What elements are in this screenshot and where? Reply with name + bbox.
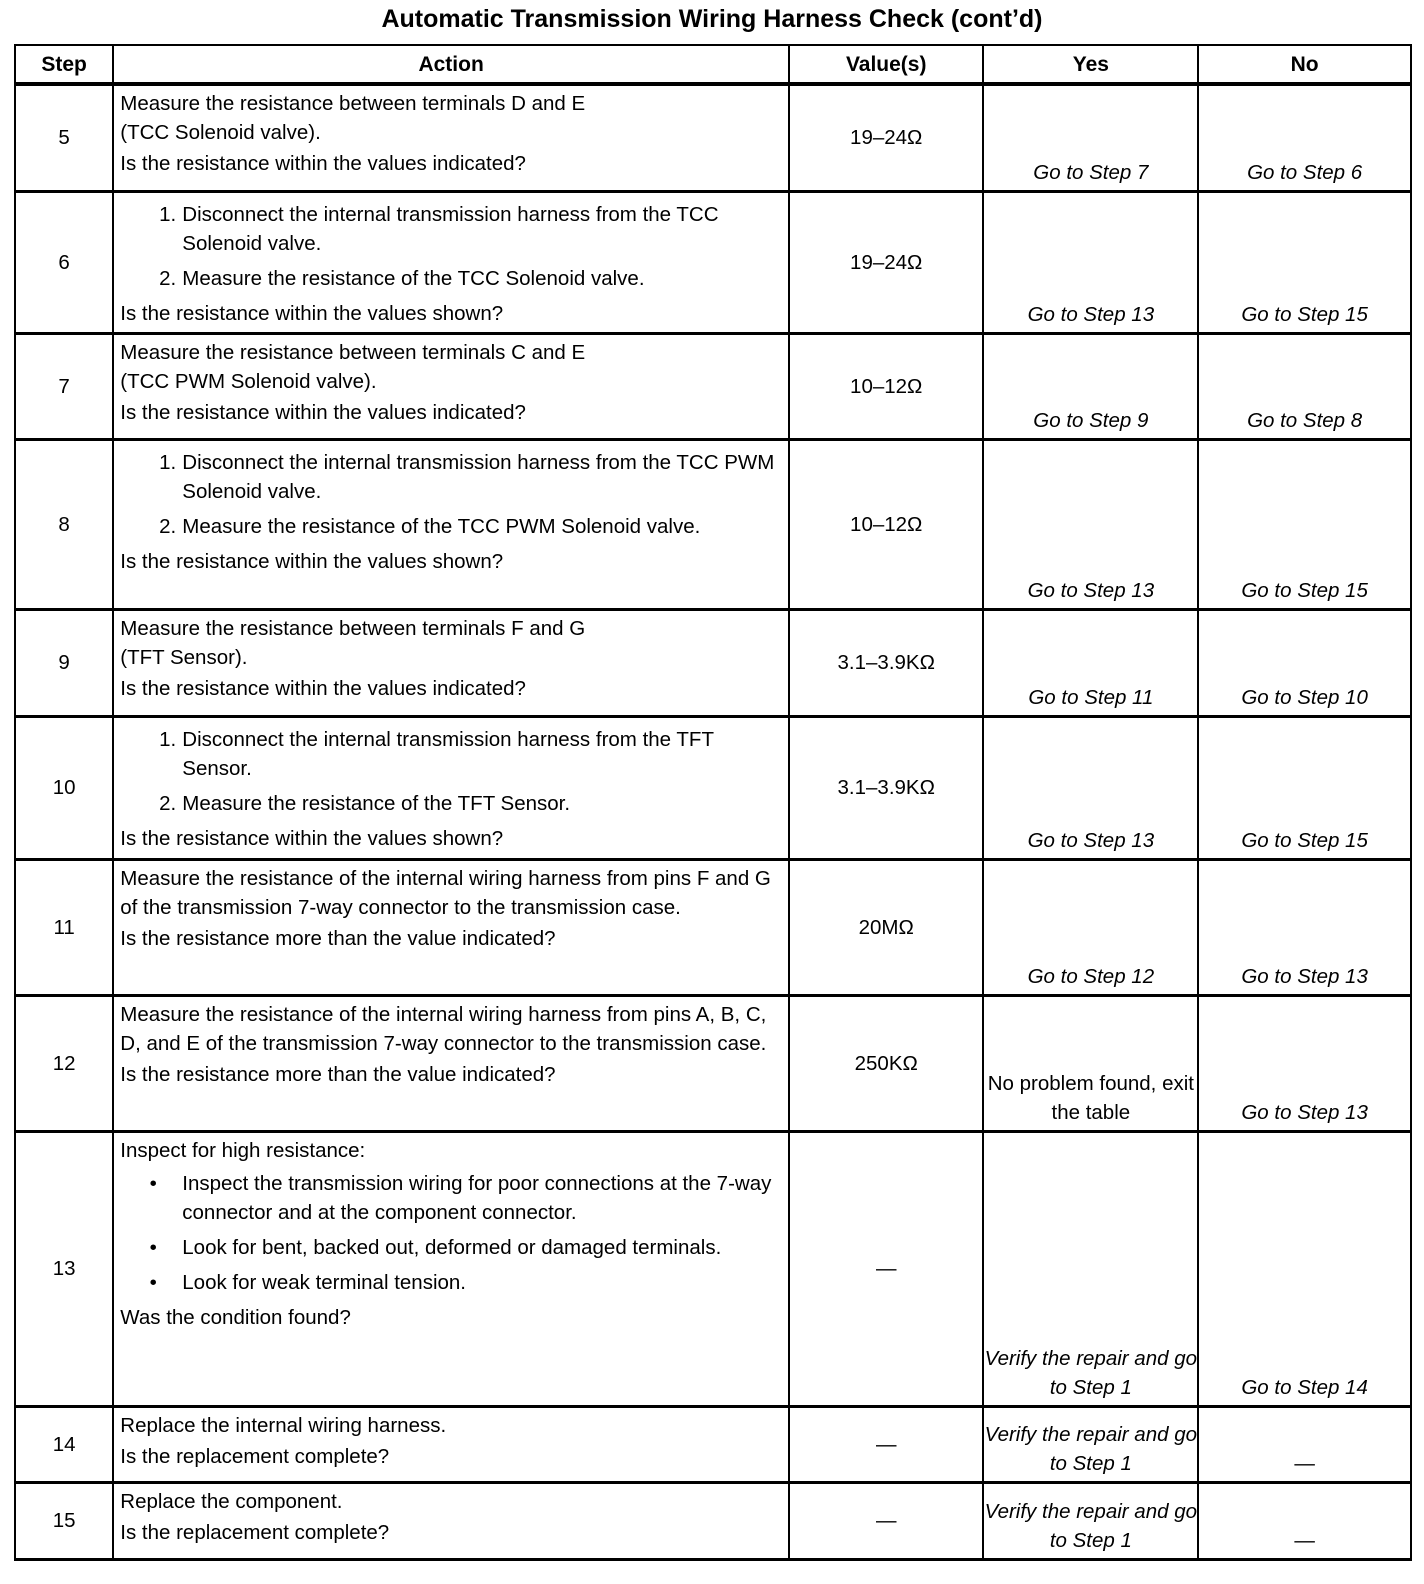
yes-cell: Go to Step 13 <box>983 439 1198 609</box>
no-cell: Go to Step 15 <box>1198 439 1411 609</box>
numbered-list <box>120 725 782 818</box>
header-step: Step <box>15 45 113 84</box>
action-text: (TCC Solenoid valve). <box>120 121 321 144</box>
table-row <box>15 1406 1411 1482</box>
step-cell: 14 <box>15 1406 113 1482</box>
question-text: Was the condition found? <box>120 1305 351 1329</box>
yes-cell: Verify the repair and go to Step 1 <box>983 1131 1198 1406</box>
yes-cell: No problem found, exit the table <box>983 995 1198 1131</box>
list-item-text: Look for bent, backed out, deformed or damaged terminals. <box>182 1235 722 1259</box>
value-cell: 250KΩ <box>789 995 984 1131</box>
yes-cell: Verify the repair and go to Step 1 <box>983 1482 1198 1559</box>
step-cell: 11 <box>15 859 113 995</box>
header-yes: Yes <box>983 45 1198 84</box>
list-item <box>120 1268 782 1297</box>
step-cell: 9 <box>15 609 113 716</box>
value-cell: 10–12Ω <box>789 333 984 439</box>
list-item-text: Measure the resistance of the TFT Sensor. <box>182 791 571 815</box>
header-no: No <box>1198 45 1411 84</box>
page-title: Automatic Transmission Wiring Harness Check (cont’d) <box>381 5 1043 33</box>
action-text: Inspect for high resistance: <box>120 1138 366 1162</box>
table-body <box>15 84 1411 1559</box>
number-marker: 1. <box>159 202 177 226</box>
action-text: (TFT Sensor). <box>120 645 248 669</box>
number-marker: 2. <box>159 791 177 815</box>
number-marker: 2. <box>159 514 177 538</box>
numbered-list <box>120 200 782 293</box>
value-cell: 19–24Ω <box>789 84 984 191</box>
question-text: Is the resistance within the values shown? <box>120 549 504 573</box>
table-row <box>15 191 1411 333</box>
number-marker: 1. <box>159 727 177 751</box>
action-cell <box>113 609 789 716</box>
value-cell: — <box>789 1482 984 1559</box>
action-cell <box>113 716 789 859</box>
list-item <box>120 448 782 506</box>
table-row <box>15 716 1411 859</box>
table-row <box>15 859 1411 995</box>
action-text: Replace the internal wiring harness. <box>120 1413 447 1437</box>
no-cell: Go to Step 15 <box>1198 191 1411 333</box>
question-text: Is the resistance more than the value indicated? <box>120 926 556 950</box>
no-cell: Go to Step 10 <box>1198 609 1411 716</box>
bullet-list <box>120 1169 782 1297</box>
action-cell <box>113 1406 789 1482</box>
numbered-list <box>120 448 782 541</box>
list-item <box>120 200 782 258</box>
yes-cell: Go to Step 12 <box>983 859 1198 995</box>
yes-cell: Go to Step 11 <box>983 609 1198 716</box>
no-cell: — <box>1198 1406 1411 1482</box>
action-text: Replace the component. <box>120 1489 343 1513</box>
question-text: Is the resistance within the values indicated? <box>120 152 526 175</box>
header-action: Action <box>113 45 789 84</box>
step-cell: 10 <box>15 716 113 859</box>
list-item-text: Disconnect the internal transmission harness from the TFT Sensor. <box>182 727 714 780</box>
list-item-text: Measure the resistance of the TCC PWM Solenoid valve. <box>182 514 701 538</box>
table-row <box>15 1482 1411 1559</box>
value-cell: — <box>789 1131 984 1406</box>
step-cell: 15 <box>15 1482 113 1559</box>
action-text: Measure the resistance of the internal wiring harness from pins F and G of the transmission 7-way connector to the transmission case. <box>120 866 771 919</box>
action-cell <box>113 333 789 439</box>
value-cell: 20MΩ <box>789 859 984 995</box>
list-item <box>120 725 782 783</box>
table-row <box>15 333 1411 439</box>
list-item <box>120 1233 782 1262</box>
question-text: Is the replacement complete? <box>120 1444 390 1468</box>
table-row <box>15 609 1411 716</box>
no-cell: Go to Step 15 <box>1198 716 1411 859</box>
question-text: Is the replacement complete? <box>120 1520 390 1544</box>
action-cell <box>113 859 789 995</box>
table-row <box>15 995 1411 1131</box>
yes-cell: Go to Step 13 <box>983 191 1198 333</box>
list-item-text: Disconnect the internal transmission harness from the TCC PWM Solenoid valve. <box>182 450 775 503</box>
list-item <box>120 789 782 818</box>
action-text: Measure the resistance between terminals F and G <box>120 616 586 640</box>
value-cell: 10–12Ω <box>789 439 984 609</box>
value-cell: 19–24Ω <box>789 191 984 333</box>
no-cell: Go to Step 8 <box>1198 333 1411 439</box>
action-cell <box>113 995 789 1131</box>
action-cell <box>113 439 789 609</box>
list-item-text: Inspect the transmission wiring for poor connections at the 7-way connector and at the component connector. <box>182 1171 772 1224</box>
yes-cell: Go to Step 9 <box>983 333 1198 439</box>
yes-cell: Verify the repair and go to Step 1 <box>983 1406 1198 1482</box>
action-text: Measure the resistance of the internal wiring harness from pins A, B, C, D, and E of the transmission 7-way connector to the transmission case. <box>120 1002 767 1055</box>
list-item <box>120 512 782 541</box>
no-cell: — <box>1198 1482 1411 1559</box>
yes-cell: Go to Step 13 <box>983 716 1198 859</box>
value-cell: 3.1–3.9KΩ <box>789 609 984 716</box>
number-marker: 2. <box>159 266 177 290</box>
action-cell <box>113 1131 789 1406</box>
action-cell <box>113 1482 789 1559</box>
question-text: Is the resistance within the values indicated? <box>120 400 526 424</box>
action-text: Measure the resistance between terminals C and E <box>120 340 586 364</box>
diagnostic-table <box>14 44 1412 1561</box>
header-row <box>15 45 1411 84</box>
step-cell: 5 <box>15 84 113 191</box>
no-cell: Go to Step 14 <box>1198 1131 1411 1406</box>
question-text: Is the resistance within the values shown? <box>120 301 504 325</box>
action-text: (TCC PWM Solenoid valve). <box>120 369 377 393</box>
list-item <box>120 1169 782 1227</box>
action-cell <box>113 191 789 333</box>
step-cell: 13 <box>15 1131 113 1406</box>
header-values: Value(s) <box>789 45 984 84</box>
question-text: Is the resistance more than the value indicated? <box>120 1062 556 1086</box>
step-cell: 12 <box>15 995 113 1131</box>
list-item-text: Measure the resistance of the TCC Solenoid valve. <box>182 266 645 290</box>
value-cell: 3.1–3.9KΩ <box>789 716 984 859</box>
step-cell: 7 <box>15 333 113 439</box>
table-row <box>15 1131 1411 1406</box>
table-row <box>15 84 1411 191</box>
step-cell: 6 <box>15 191 113 333</box>
question-text: Is the resistance within the values shown? <box>120 826 504 850</box>
action-cell <box>113 84 789 191</box>
step-cell: 8 <box>15 439 113 609</box>
list-item-text: Look for weak terminal tension. <box>182 1270 466 1294</box>
no-cell: Go to Step 13 <box>1198 995 1411 1131</box>
list-item-text: Disconnect the internal transmission harness from the TCC Solenoid valve. <box>182 202 719 255</box>
yes-cell: Go to Step 7 <box>983 84 1198 191</box>
bullet-marker: • <box>149 1235 157 1259</box>
no-cell: Go to Step 6 <box>1198 84 1411 191</box>
bullet-marker: • <box>149 1171 157 1195</box>
action-text: Measure the resistance between terminals D and E <box>120 92 586 115</box>
question-text: Is the resistance within the values indicated? <box>120 676 526 700</box>
value-cell: — <box>789 1406 984 1482</box>
list-item <box>120 264 782 293</box>
number-marker: 1. <box>159 450 177 474</box>
table-row <box>15 439 1411 609</box>
bullet-marker: • <box>149 1270 157 1294</box>
no-cell: Go to Step 13 <box>1198 859 1411 995</box>
